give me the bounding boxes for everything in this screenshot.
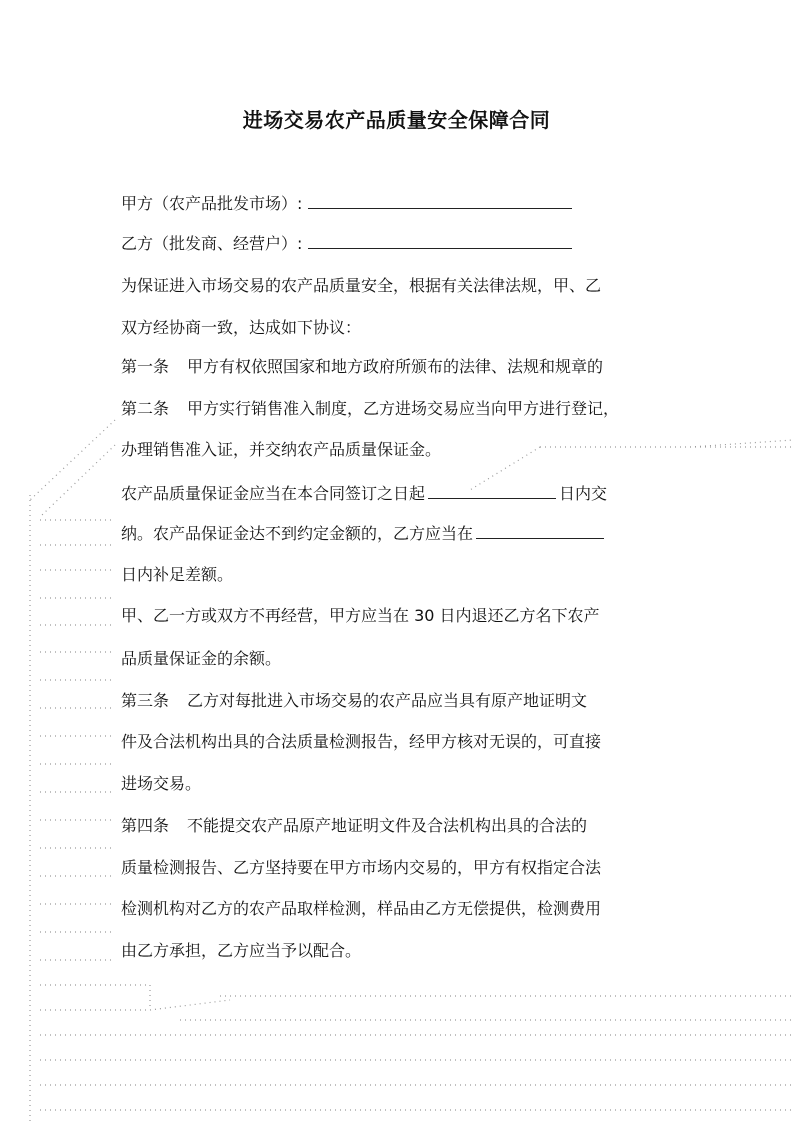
deposit-text-1b: 日内交 [559,484,608,503]
termination-line-1: 甲、乙一方或双方不再经营，甲方应当在 30 日内退还乙方名下农产 [121,606,600,625]
topup-days-blank[interactable] [476,522,604,539]
article-4-heading: 第四条 [121,816,170,835]
article-1-line-1 [121,356,603,378]
article-4-line-1 [121,815,587,837]
party-a-label: 甲方（农产品批发市场）: [121,194,303,213]
article-4-text: 不能提交农产品原产地证明文件及合法机构出具的合法的 [187,816,588,835]
article-3-heading: 第三条 [121,691,170,710]
party-b-blank-field[interactable] [308,232,572,249]
article-4-line-2: 质量检测报告、乙方坚持要在甲方市场内交易的，甲方有权指定合法 [121,858,602,877]
preamble-line-2: 双方经协商一致，达成如下协议： [121,318,362,337]
deposit-line-1 [121,482,607,505]
article-2-line-2: 办理销售准入证，并交纳农产品质量保证金。 [121,440,442,459]
party-b-line [121,232,572,255]
article-3-text: 乙方对每批进入市场交易的农产品应当具有原产地证明文 [187,691,588,710]
article-3-line-2: 件及合法机构出具的合法质量检测报告，经甲方核对无误的，可直接 [121,732,602,751]
termination-line-2: 品质量保证金的余额。 [121,649,282,668]
article-1-text: 甲方有权依照国家和地方政府所颁布的法律、法规和规章的 [187,357,604,376]
article-4-line-3: 检测机构对乙方的农产品取样检测，样品由乙方无偿提供，检测费用 [121,899,602,918]
deposit-text-2: 纳。农产品保证金达不到约定金额的，乙方应当在 [121,524,474,543]
article-4-line-4: 由乙方承担，乙方应当予以配合。 [121,941,362,960]
article-1-heading: 第一条 [121,357,170,376]
article-2-heading: 第二条 [121,399,170,418]
deposit-line-3: 日内补足差额。 [121,565,234,584]
article-3-line-1 [121,690,587,712]
deposit-text-1: 农产品质量保证金应当在本合同签订之日起 [121,484,426,503]
preamble-line-1: 为保证进入市场交易的农产品质量安全，根据有关法律法规，甲、乙 [121,276,602,295]
article-2-line-1 [121,398,619,420]
party-a-line [121,192,572,215]
document-title: 进场交易农产品质量安全保障合同 [242,108,551,132]
deposit-line-2 [121,522,604,545]
deposit-days-blank[interactable] [428,482,556,499]
party-b-label: 乙方（批发商、经营户）: [121,234,303,253]
article-2-text: 甲方实行销售准入制度，乙方进场交易应当向甲方进行登记， [187,399,620,418]
party-a-blank-field[interactable] [308,192,572,209]
article-3-line-3: 进场交易。 [121,774,202,793]
